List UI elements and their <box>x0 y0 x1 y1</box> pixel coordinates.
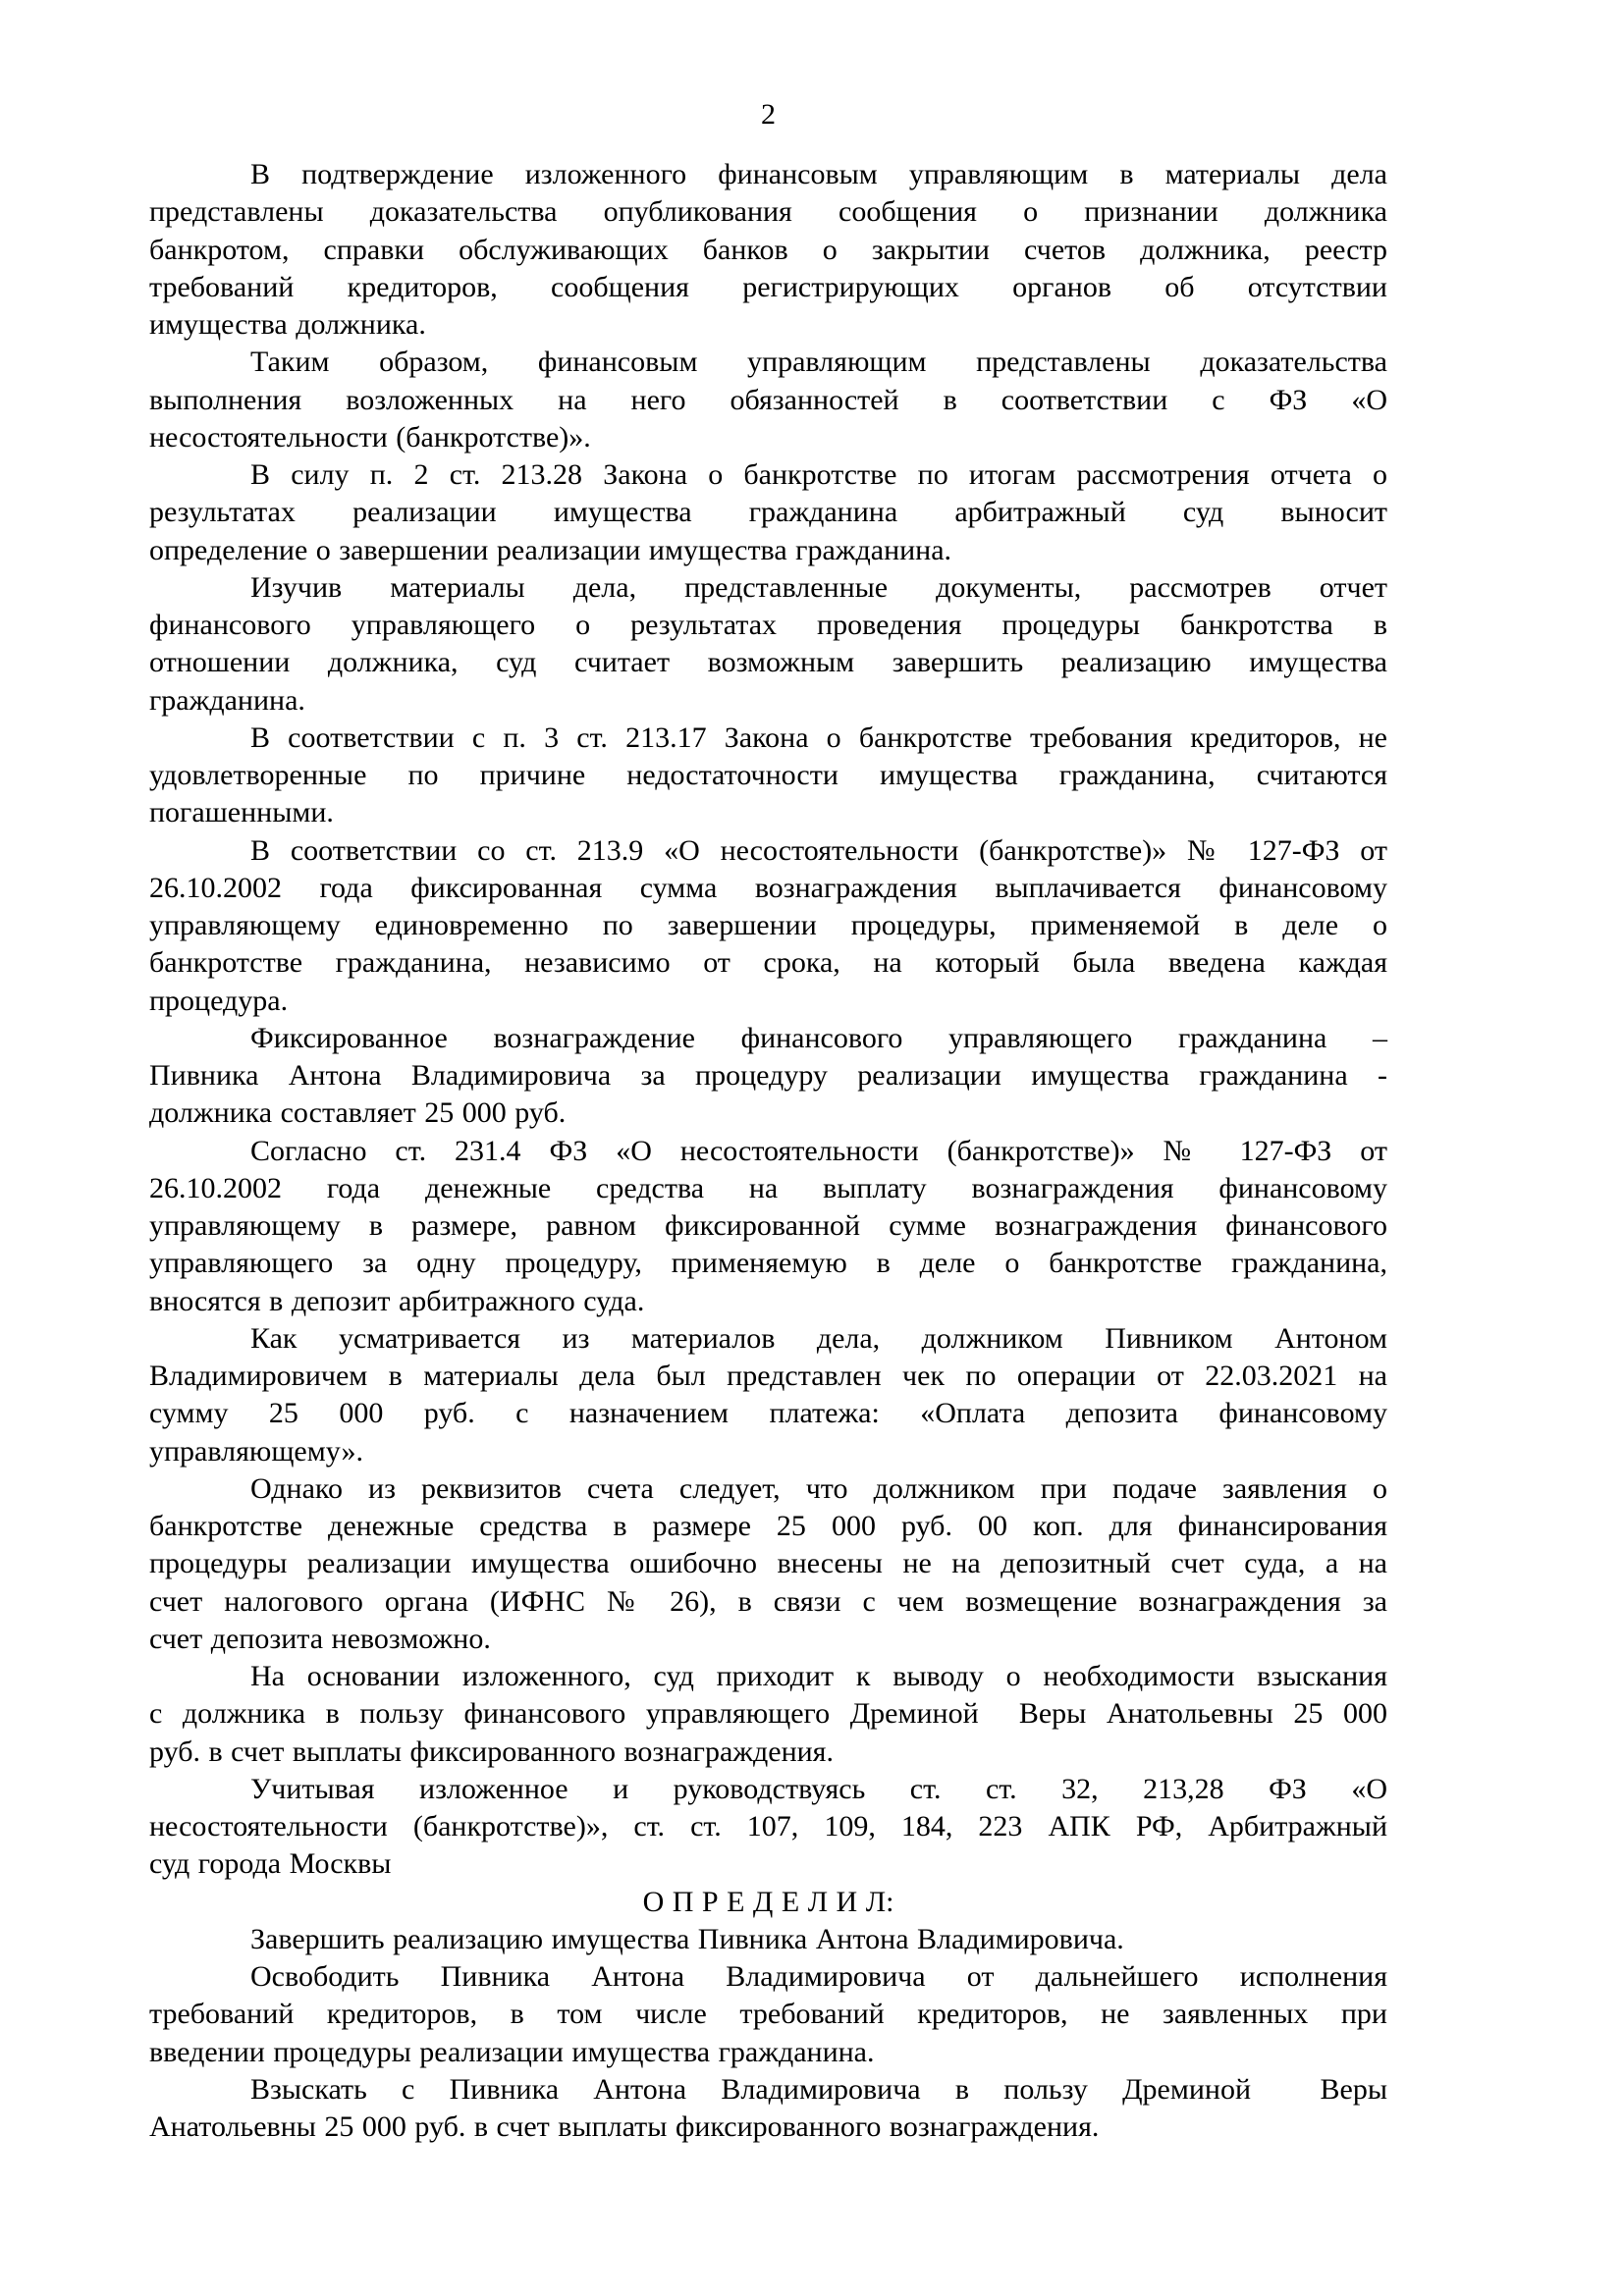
text-line: определение о завершении реализации имущества гражданина. <box>149 533 952 566</box>
paragraph <box>149 2071 1387 2147</box>
text-line: Освободить Пивника Антона Владимировича от дальнейшего исполнения <box>250 1960 1387 1993</box>
text-line: Пивника Антона Владимировича за процедуру реализации имущества гражданина - <box>149 1059 1387 1092</box>
text-line: Анатольевны 25 000 руб. в счет выплаты фиксированного вознаграждения. <box>149 2110 1100 2143</box>
text-line: гражданина. <box>149 683 305 717</box>
paragraph <box>149 1470 1387 1658</box>
text-line: 26.10.2002 года фиксированная сумма вознаграждения выплачивается финансовому <box>149 871 1387 904</box>
text-line: руб. в счет выплаты фиксированного вознаграждения. <box>149 1735 834 1768</box>
text-line: удовлетворенные по причине недостаточности имущества гражданина, считаются <box>149 759 1387 791</box>
text-line: управляющему единовременно по завершении процедуры, применяемой в деле о <box>149 909 1387 941</box>
document-body <box>149 156 1387 2146</box>
paragraph <box>149 1771 1387 1884</box>
page-number: 2 <box>761 98 776 131</box>
text-line: счет налогового органа (ИФНС № 26), в связи с чем возмещение вознаграждения за <box>149 1584 1387 1618</box>
text-line: управляющего за одну процедуру, применяемую в деле о банкротстве гражданина, <box>149 1247 1387 1280</box>
text-line: банкротстве гражданина, независимо от срока, на который была введена каждая <box>149 946 1387 980</box>
text-line: введении процедуры реализации имущества гражданина. <box>149 2035 875 2068</box>
text-line: Однако из реквизитов счета следует, что должником при подаче заявления о <box>250 1471 1387 1505</box>
text-line: требований кредиторов, в том числе требований кредиторов, не заявленных при <box>149 1998 1387 2031</box>
text-line: Взыскать с Пивника Антона Владимировича в пользу Дреминой Веры <box>250 2072 1387 2106</box>
paragraph <box>149 456 1387 569</box>
text-line: управляющему». <box>149 1434 363 1468</box>
paragraph <box>149 344 1387 456</box>
text-line: финансового управляющего о результатах проведения процедуры банкротства в <box>149 609 1387 641</box>
text-line: несостоятельности (банкротстве)». <box>149 420 591 454</box>
paragraph <box>149 720 1387 832</box>
text-line: сумму 25 000 руб. с назначением платежа: «Оплата депозита финансовому <box>149 1397 1387 1430</box>
text-line: В подтверждение изложенного финансовым управляющим в материалы дела <box>250 158 1387 190</box>
text-line: суд города Москвы <box>149 1847 392 1881</box>
text-line: Таким образом, финансовым управляющим представлены доказательства <box>250 346 1387 379</box>
text-line: счет депозита невозможно. <box>149 1622 491 1655</box>
text-line: Изучив материалы дела, представленные документы, рассмотрев отчет <box>250 570 1387 604</box>
text-line: отношении должника, суд считает возможным завершить реализацию имущества <box>149 646 1387 679</box>
text-line: Фиксированное вознаграждение финансового управляющего гражданина – <box>250 1021 1387 1054</box>
text-line: вносятся в депозит арбитражного суда. <box>149 1284 645 1317</box>
text-line: Завершить реализацию имущества Пивника Антона Владимировича. <box>250 1922 1124 1955</box>
paragraph <box>149 1320 1387 1470</box>
paragraph <box>149 1020 1387 1133</box>
text-line: банкротстве денежные средства в размере 25 000 руб. 00 коп. для финансирования <box>149 1510 1387 1542</box>
text-line: результатах реализации имущества гражданина арбитражный суд выносит <box>149 496 1387 529</box>
text-line: имущества должника. <box>149 308 426 341</box>
text-line: банкротом, справки обслуживающих банков о закрытии счетов должника, реестр <box>149 233 1387 266</box>
paragraph <box>149 1958 1387 2071</box>
text-line: В соответствии с п. 3 ст. 213.17 Закона о банкротстве требования кредиторов, не <box>250 721 1387 754</box>
text-line: Как усматривается из материалов дела, должником Пивником Антоном <box>250 1321 1387 1355</box>
text-line: В соответствии со ст. 213.9 «О несостоятельности (банкротстве)» № 127-ФЗ от <box>250 833 1387 867</box>
text-line: управляющему в размере, равном фиксированной сумме вознаграждения финансового <box>149 1209 1387 1242</box>
text-line: процедура. <box>149 984 289 1017</box>
text-line: погашенными. <box>149 796 334 829</box>
text-line: несостоятельности (банкротстве)», ст. ст. 107, 109, 184, 223 АПК РФ, Арбитражный <box>149 1810 1387 1842</box>
operative-heading: О П Р Е Д Е Л И Л: <box>642 1885 894 1918</box>
paragraph <box>149 1658 1387 1771</box>
text-line: требований кредиторов, сообщения регистрирующих органов об отсутствии <box>149 270 1387 303</box>
text-line: должника составляет 25 000 руб. <box>149 1096 567 1130</box>
text-line: Учитывая изложенное и руководствуясь ст. ст. 32, 213,28 ФЗ «О <box>250 1772 1387 1805</box>
paragraph <box>149 1921 1387 1958</box>
text-line: с должника в пользу финансового управляющего Дреминой Веры Анатольевны 25 000 <box>149 1697 1387 1731</box>
text-line: Согласно ст. 231.4 ФЗ «О несостоятельности (банкротстве)» № 127-ФЗ от <box>250 1134 1387 1167</box>
text-line: 26.10.2002 года денежные средства на выплату вознаграждения финансовому <box>149 1171 1387 1204</box>
text-line: На основании изложенного, суд приходит к выводу о необходимости взыскания <box>250 1660 1387 1692</box>
text-line: Владимировичем в материалы дела был представлен чек по операции от 22.03.2021 на <box>149 1360 1387 1392</box>
paragraph <box>149 1133 1387 1320</box>
text-line: процедуры реализации имущества ошибочно внесены не на депозитный счет суда, а на <box>149 1547 1387 1580</box>
text-line: В силу п. 2 ст. 213.28 Закона о банкротстве по итогам рассмотрения отчета о <box>250 458 1387 491</box>
text-line: выполнения возложенных на него обязанностей в соответствии с ФЗ «О <box>149 383 1387 416</box>
paragraph <box>149 156 1387 344</box>
paragraph <box>149 569 1387 720</box>
text-line: представлены доказательства опубликования сообщения о признании должника <box>149 195 1387 229</box>
paragraph <box>149 832 1387 1020</box>
